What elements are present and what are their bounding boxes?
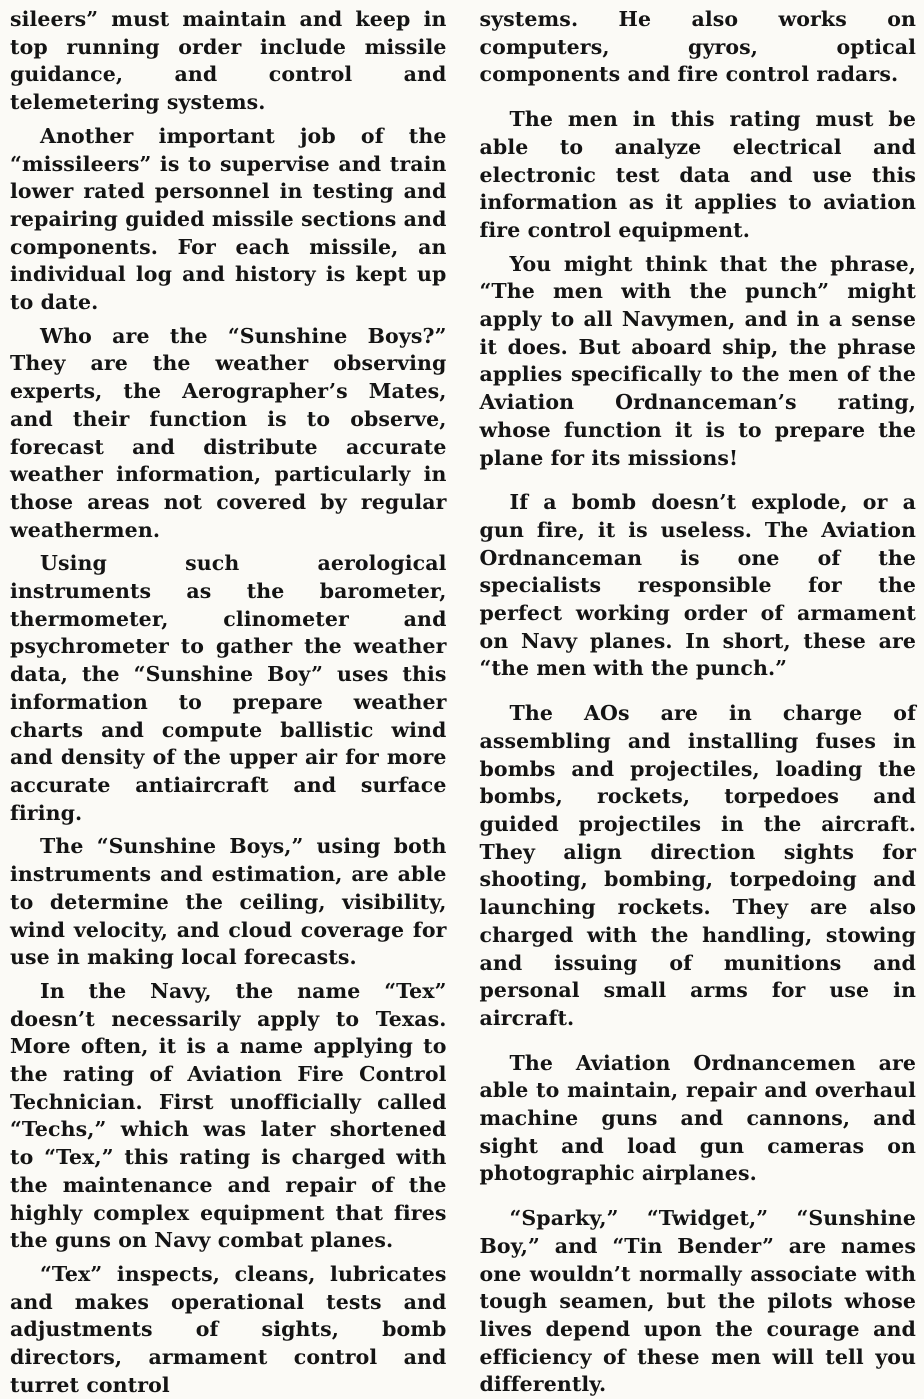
paragraph: “Tex” inspects, cleans, lubricates and makes operational tests and adjustments of sights, bomb directors, armament control and turret control	[10, 1261, 447, 1397]
paragraph: If a bomb doesn’t explode, or a gun fire, it is useless. The Aviation Ordnanceman is one of the specialists responsible for the perfect working order of armament on Navy planes. In short, these are “the men with the punch.”	[479, 490, 916, 681]
paragraph: Using such aerological instruments as the barometer, thermometer, clinometer and psychrometer to gather the weather data, the “Sunshine Boy” uses this information to prepare weather charts and compute ballistic wind and density of the upper air for more accurate antiaircraft and surface firing.	[10, 551, 447, 825]
paragraph: systems. He also works on computers, gyros, optical components and fire control radars.	[479, 7, 916, 87]
paragraph: “Sparky,” “Twidget,” “Sunshine Boy,” and “Tin Bender” are names one wouldn’t normally associate with tough seamen, but the pilots whose lives depend upon the courage and efficiency of these men will tell you differently.	[479, 1206, 916, 1397]
paragraph: The “Sunshine Boys,” using both instruments and estimation, are able to determine the ceiling, visibility, wind velocity, and cloud coverage for use in making local forecasts.	[10, 834, 447, 970]
paragraph: Who are the “Sunshine Boys?” They are the weather observing experts, the Aerographer’s Mates, and their function is to observe, forecast and distribute accurate weather information, particularly in those areas not covered by regular weathermen.	[10, 323, 447, 542]
paragraph: You might think that the phrase, “The men with the punch” might apply to all Navymen, and in a sense it does. But aboard ship, the phrase applies specifically to the men of the Aviation Ordnanceman’s rating, whose function it is to prepare the plane for its missions!	[479, 251, 916, 470]
paragraph: The AOs are in charge of assembling and installing fuses in bombs and projectiles, loading the bombs, rockets, torpedoes and guided projectiles in the aircraft. They align direction sights for shooting, bombing, torpedoing and launching rockets. They are also charged with the handling, stowing and issuing of munitions and personal small arms for use in aircraft.	[479, 701, 916, 1030]
paragraph: In the Navy, the name “Tex” doesn’t necessarily apply to Texas. More often, it is a name applying to the rating of Aviation Fire Control Technician. First unofficially called “Techs,” which was later shortened to “Tex,” this rating is charged with the maintenance and repair of the highly complex equipment that fires the guns on Navy combat planes.	[10, 978, 447, 1253]
left-column	[10, 6, 447, 1397]
paragraph: sileers” must maintain and keep in top running order include missile guidance, and control and telemetering systems.	[10, 7, 447, 115]
paragraph: The men in this rating must be able to analyze electrical and electronic test data and use this information as it applies to aviation fire control equipment.	[479, 107, 916, 242]
right-column	[479, 6, 917, 1397]
paragraph: The Aviation Ordnancemen are able to maintain, repair and overhaul machine guns and cannons, and sight and load gun cameras on photographic airplanes.	[479, 1050, 916, 1186]
paragraph: Another important job of the “missileers” is to supervise and train lower rated personnel in testing and repairing guided missile sections and components. For each missile, an individual log and history is kept up to date.	[10, 123, 447, 315]
